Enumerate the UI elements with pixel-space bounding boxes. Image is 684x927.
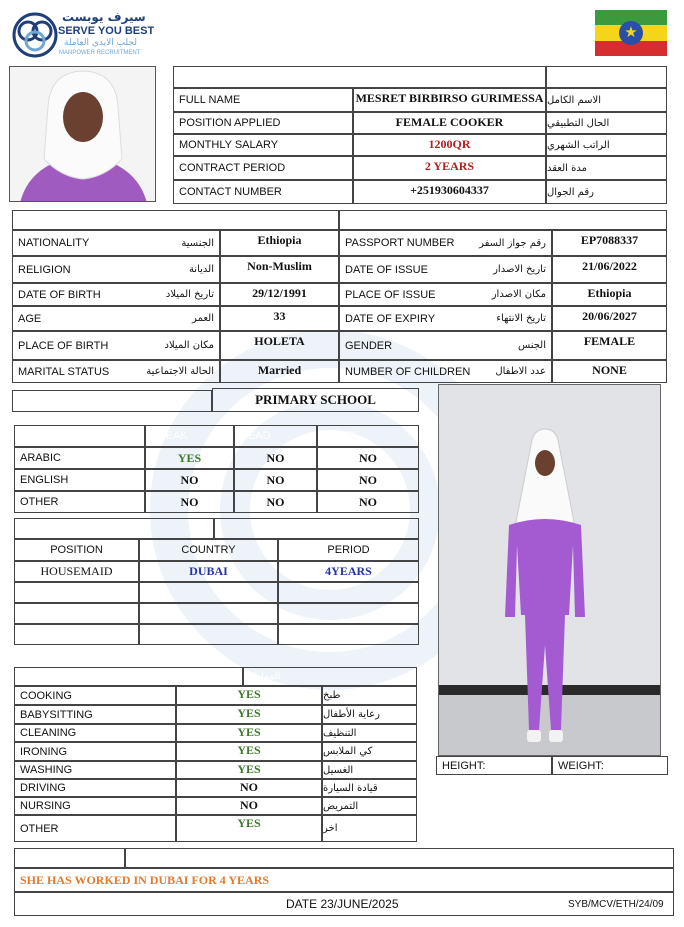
other-left-value: Married [220, 360, 339, 383]
weight-label: WEIGHT: [552, 756, 668, 775]
employment-value: +251930604337 [353, 180, 546, 204]
logo-icon [12, 12, 58, 58]
other-left-label [12, 331, 220, 360]
language-name: OTHER [14, 491, 145, 513]
skill-label-ar: الغسيل [322, 761, 417, 779]
skill-value: YES [176, 815, 322, 842]
education-value: PRIMARY SCHOOL [212, 388, 419, 412]
work-experience-header: WORK EXPERIENCE [14, 518, 214, 539]
skill-label: DRIVING [14, 779, 176, 797]
company-logo [12, 10, 162, 60]
document-code: SYB/MCV/ETH/24/09 [568, 899, 664, 910]
employment-label-ar: مدة العقد [546, 156, 667, 180]
employment-value: FEMALE COOKER [353, 112, 546, 134]
skill-label: IRONING [14, 742, 176, 761]
skill-label: WASHING [14, 761, 176, 779]
skill-label: CLEANING [14, 724, 176, 742]
ethiopia-flag [595, 10, 667, 56]
ref-number: REF:SH1046 [546, 66, 667, 88]
other-left-label [12, 360, 220, 383]
language-name: ENGLISH [14, 469, 145, 491]
other-left-label-ar: الجنسية [181, 237, 214, 249]
skill-label-ar: قيادة السيارة [322, 779, 417, 797]
other-left-label [12, 283, 220, 306]
employment-label: MONTHLY SALARY [173, 134, 353, 156]
work-empty-cell [14, 624, 139, 645]
work-empty-cell [139, 603, 278, 624]
other-right-label-ar: رقم جواز السفر [479, 237, 546, 249]
other-left-value: HOLETA [220, 331, 339, 360]
language-header: READ [234, 425, 317, 447]
work-period: 4YEARS [278, 561, 419, 582]
logo-sub: MANPOWER RECRUITMENT [59, 50, 141, 56]
other-left-label-en: RELIGION [18, 263, 71, 276]
other-right-label-en: PLACE OF ISSUE [345, 288, 436, 301]
work-empty-cell [139, 582, 278, 603]
skill-label: COOKING [14, 686, 176, 705]
other-left-value: 29/12/1991 [220, 283, 339, 306]
language-read: NO [234, 447, 317, 469]
skill-label-ar: رعاية الأطفال [322, 705, 417, 724]
other-left-value: Ethiopia [220, 230, 339, 256]
employment-label-ar: الاسم الكامل [546, 88, 667, 112]
other-right-label [339, 360, 552, 383]
other-right-value: Ethiopia [552, 283, 667, 306]
logo-english: SERVE YOU BEST [58, 25, 155, 37]
other-left-label-ar: الحالة الاجتماعية [146, 366, 214, 377]
remarks-header: REMARKS [14, 848, 125, 868]
other-right-value: 20/06/2027 [552, 306, 667, 331]
language-speak: NO [145, 491, 234, 513]
language-header: LANGUAGE LITERACY [14, 425, 145, 447]
other-left-label [12, 230, 220, 256]
language-header: WRITE [317, 425, 419, 447]
work-header: POSITION [14, 539, 139, 561]
other-right-value: FEMALE [552, 331, 667, 360]
employment-label: CONTRACT PERIOD [173, 156, 353, 180]
work-experience-header-right [214, 518, 419, 539]
employment-label: CONTACT NUMBER [173, 180, 353, 204]
education-label: EDUCATION LEVEL [12, 390, 212, 412]
work-empty-cell [278, 624, 419, 645]
height-label: HEIGHT: [436, 756, 552, 775]
other-left-label-en: PLACE OF BIRTH [18, 339, 109, 352]
language-read: NO [234, 491, 317, 513]
other-left-label-en: AGE [18, 312, 42, 325]
employment-value: 2 YEARS [353, 156, 546, 180]
skill-label: OTHER [14, 815, 176, 842]
skill-label-ar: اخر [322, 815, 417, 842]
other-right-label [339, 230, 552, 256]
other-left-value: 33 [220, 306, 339, 331]
other-right-label-ar: عدد الاطفال [495, 366, 546, 377]
skill-value: NO [176, 779, 322, 797]
other-right-label-en: GENDER [345, 339, 393, 352]
logo-arabic: سيرف يوبست [62, 10, 146, 24]
remarks-header-fill [125, 848, 674, 868]
skill-label-ar: التنظيف [322, 724, 417, 742]
other-left-label-ar: تاريخ الميلاد [165, 289, 214, 300]
other-right-label-ar: مكان الاصدار [491, 289, 546, 300]
work-header: COUNTRY [139, 539, 278, 561]
other-left-label-en: DATE OF BIRTH [18, 288, 101, 301]
other-left-label-ar: الديانة [188, 264, 214, 275]
work-position: HOUSEMAID [14, 561, 139, 582]
other-right-label-en: PASSPORT NUMBER [345, 237, 455, 249]
work-empty-cell [278, 603, 419, 624]
other-right-label-ar: تاريخ الاصدار [493, 264, 546, 275]
language-write: NO [317, 491, 419, 513]
skill-value: YES [176, 761, 322, 779]
other-left-label-en: NATIONALITY [18, 237, 90, 249]
employment-value: 1200QR [353, 134, 546, 156]
other-details-header-right [339, 210, 667, 230]
skill-label: NURSING [14, 797, 176, 815]
other-right-value: NONE [552, 360, 667, 383]
skill-value: YES [176, 724, 322, 742]
document-date: DATE 23/JUNE/2025 [286, 897, 399, 911]
skill-label: BABYSITTING [14, 705, 176, 724]
employment-label-ar: الراتب الشهري [546, 134, 667, 156]
other-right-label-ar: الجنس [517, 340, 546, 351]
other-right-label [339, 331, 552, 360]
work-empty-cell [14, 582, 139, 603]
skill-label-ar: التمريض [322, 797, 417, 815]
other-right-label [339, 256, 552, 283]
other-right-label [339, 283, 552, 306]
applicant-portrait [9, 66, 156, 202]
work-empty-cell [278, 582, 419, 603]
other-details-header: OTHER DETAILS OF APPLICANT [12, 210, 339, 230]
other-left-label [12, 256, 220, 283]
logo-arabic-sub: لجلب الايدي العاملة [64, 38, 137, 48]
other-left-label-ar: العمر [192, 313, 214, 324]
skill-value: YES [176, 686, 322, 705]
other-right-label-en: DATE OF EXPIRY [345, 312, 436, 325]
work-country: DUBAI [139, 561, 278, 582]
other-right-label-en: DATE OF ISSUE [345, 263, 428, 276]
flag-emblem-icon: ★ [619, 21, 643, 45]
skill-label-ar: كي الملابس [322, 742, 417, 761]
other-right-value: 21/06/2022 [552, 256, 667, 283]
language-speak: NO [145, 469, 234, 491]
language-name: ARABIC [14, 447, 145, 469]
language-speak: YES [145, 447, 234, 469]
other-right-value: EP7088337 [552, 230, 667, 256]
language-header: SPEAK [145, 425, 234, 447]
skills-header: SKILLS [14, 667, 243, 686]
skills-header-ar: المهارات [243, 667, 417, 686]
employment-label-ar: الحال التطبيقي [546, 112, 667, 134]
other-left-label-en: MARITAL STATUS [18, 365, 110, 378]
skill-label-ar: طبخ [322, 686, 417, 705]
other-right-label-ar: تاريخ الانتهاء [496, 313, 546, 324]
work-header: PERIOD [278, 539, 419, 561]
other-left-label-ar: مكان الميلاد [164, 340, 214, 351]
employment-label: FULL NAME [173, 88, 353, 112]
work-empty-cell [139, 624, 278, 645]
other-right-label [339, 306, 552, 331]
employment-value: MESRET BIRBIRSO GURIMESSA [353, 88, 546, 112]
employment-header: EMPLOYMENT DETAILS [173, 66, 546, 88]
remarks-text: SHE HAS WORKED IN DUBAI FOR 4 YEARS [14, 868, 674, 892]
language-read: NO [234, 469, 317, 491]
language-write: NO [317, 469, 419, 491]
applicant-full-photo [438, 384, 661, 756]
other-left-value: Non-Muslim [220, 256, 339, 283]
work-empty-cell [14, 603, 139, 624]
other-right-label-en: NUMBER OF CHILDREN [345, 365, 471, 378]
skill-value: NO [176, 797, 322, 815]
language-write: NO [317, 447, 419, 469]
skill-value: YES [176, 742, 322, 761]
employment-label-ar: رقم الجوال [546, 180, 667, 204]
skill-value: YES [176, 705, 322, 724]
other-left-label [12, 306, 220, 331]
employment-label: POSITION APPLIED [173, 112, 353, 134]
